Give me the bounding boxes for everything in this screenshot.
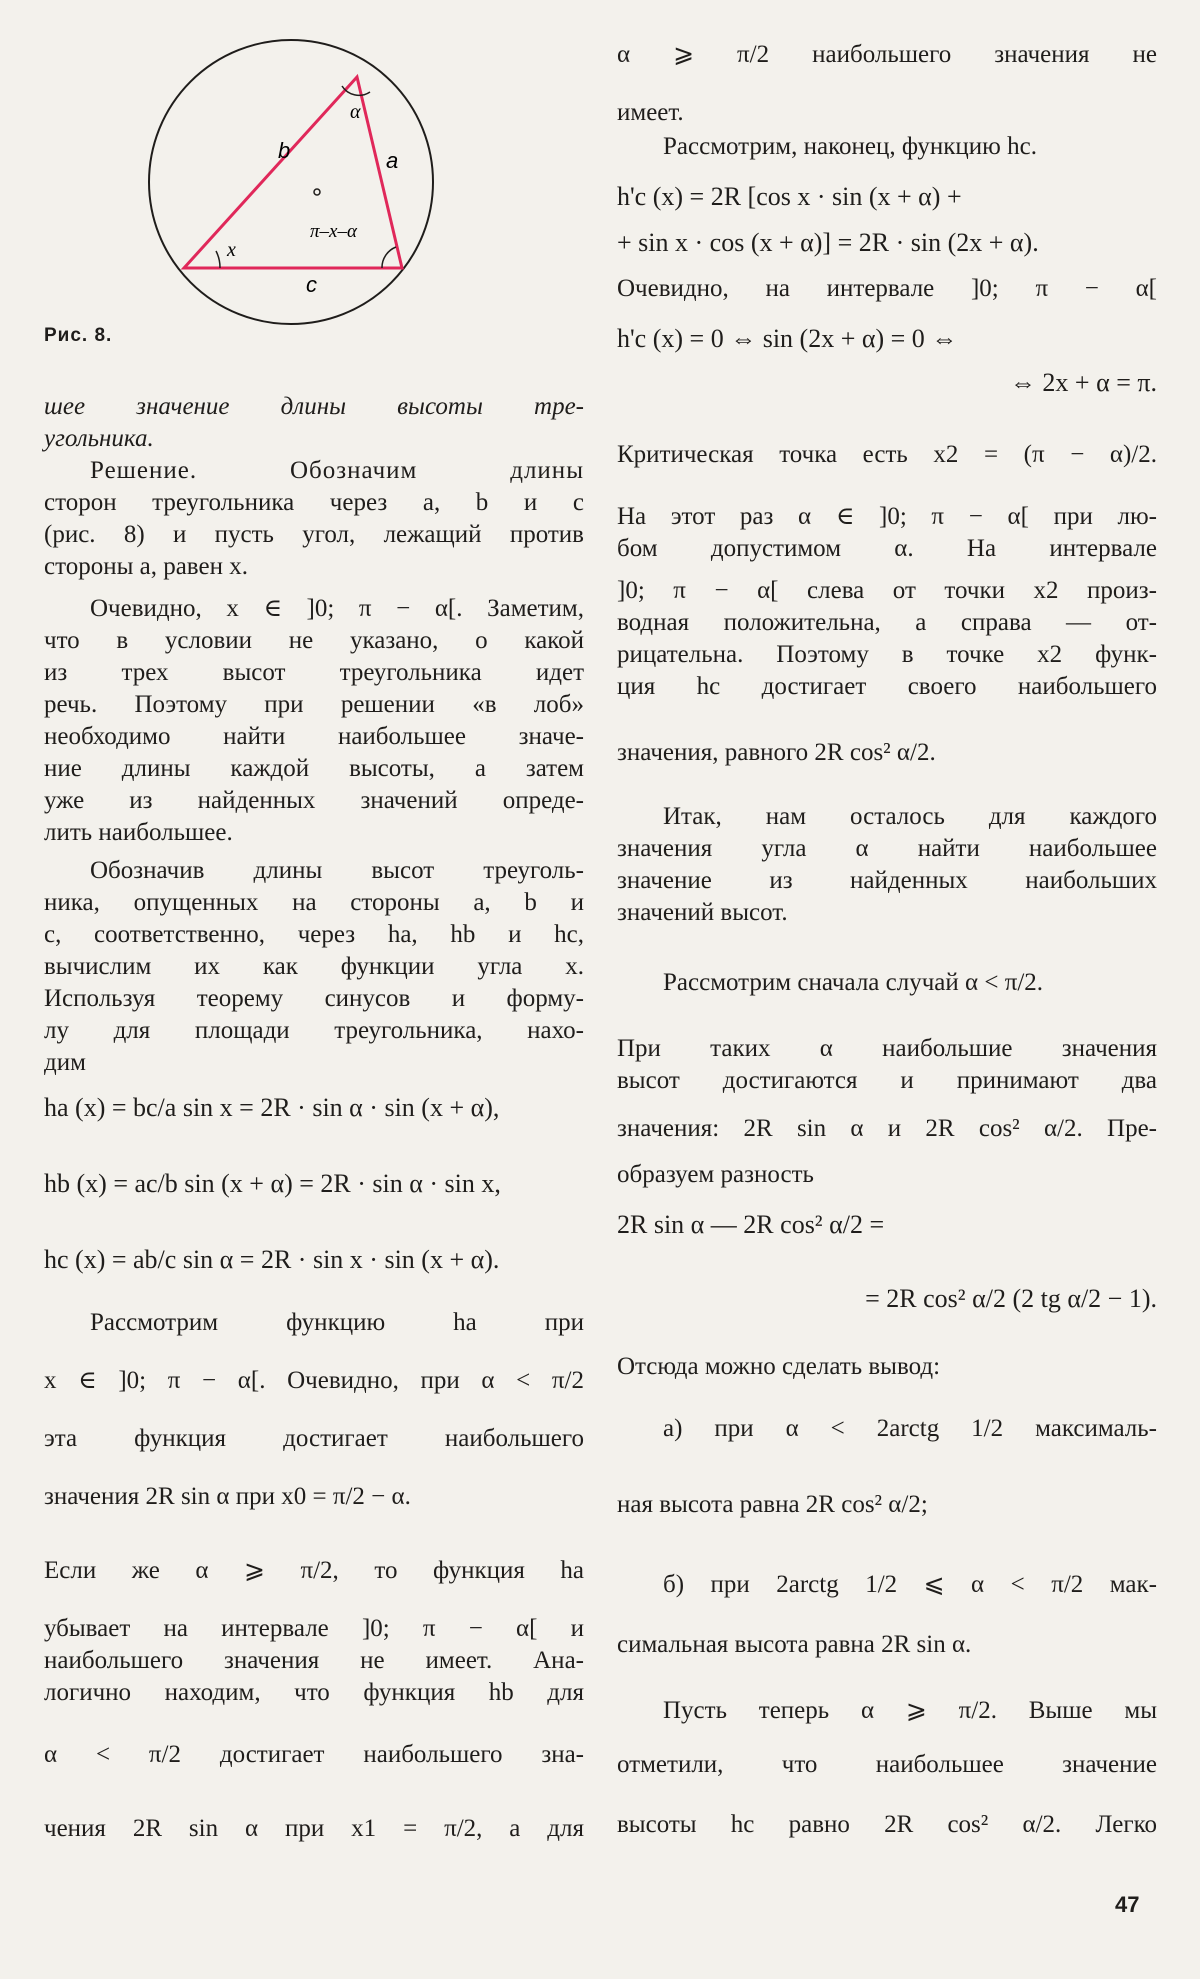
text-line: ние длины каждой высоты, а затем bbox=[44, 755, 584, 782]
text-line: вычислим их как функции угла x. bbox=[44, 953, 584, 980]
triangle-diagram bbox=[120, 24, 460, 339]
angle-third-arc bbox=[382, 247, 396, 268]
label-c: c bbox=[306, 272, 317, 297]
text-line: из трех высот треугольника идет bbox=[44, 659, 584, 686]
text-line: Отсюда можно сделать вывод: bbox=[617, 1353, 941, 1380]
text-line: лить наибольшее. bbox=[44, 819, 233, 846]
text-line: б) при 2arctg 1/2 ⩽ α < π/2 мак- bbox=[663, 1571, 1157, 1598]
text-line: (рис. 8) и пусть угол, лежащий против bbox=[44, 521, 584, 548]
text-line: x ∈ ]0; π − α[. Очевидно, при α < π/2 bbox=[44, 1367, 584, 1394]
figure-caption: Рис. 8. bbox=[44, 325, 113, 346]
text-line: Очевидно, на интервале ]0; π − α[ bbox=[617, 275, 1157, 302]
formula-line: 2R sin α — 2R cos² α/2 = bbox=[617, 1210, 885, 1239]
text-line: ]0; π − α[ слева от точки x2 произ- bbox=[617, 577, 1157, 604]
text-line: что в условии не указано, о какой bbox=[44, 627, 584, 654]
text-line: отметили, что наибольшее значение bbox=[617, 1751, 1157, 1778]
formula-line: h'c (x) = 2R [cos x · sin (x + α) + bbox=[617, 182, 962, 211]
text-line: бом допустимом α. На интервале bbox=[617, 535, 1157, 562]
text-line: дим bbox=[44, 1049, 86, 1076]
label-alpha: α bbox=[350, 101, 361, 123]
text-line: Если же α ⩾ π/2, то функция ha bbox=[44, 1557, 584, 1584]
formula-hc: hc (x) = ab/c sin α = 2R · sin x · sin (x + α). bbox=[44, 1245, 500, 1274]
text-line: рицательна. Поэтому в точке x2 функ- bbox=[617, 641, 1157, 668]
text-line: имеет. bbox=[617, 99, 684, 126]
triangle bbox=[184, 77, 402, 268]
text-line: высоты hc равно 2R cos² α/2. Легко bbox=[617, 1811, 1157, 1838]
text-line: речь. Поэтому при решении «в лоб» bbox=[44, 691, 584, 718]
formula-hb: hb (x) = ac/b sin (x + α) = 2R · sin α · sin x, bbox=[44, 1169, 501, 1198]
text-line: значения угла α найти наибольшее bbox=[617, 835, 1157, 862]
text-line: значения: 2R sin α и 2R cos² α/2. Пре- bbox=[617, 1115, 1157, 1142]
label-third-angle: π–x–α bbox=[310, 221, 357, 242]
text-line: значений высот. bbox=[617, 899, 788, 926]
text-line: наибольшего значения не имеет. Ана- bbox=[44, 1647, 584, 1674]
text-line: высот достигаются и принимают два bbox=[617, 1067, 1157, 1094]
text-line: c, соответственно, через ha, hb и hc, bbox=[44, 921, 584, 948]
page-number: 47 bbox=[1115, 1892, 1140, 1917]
text-line: убывает на интервале ]0; π − α[ и bbox=[44, 1615, 584, 1642]
text-line: значение из найденных наибольших bbox=[617, 867, 1157, 894]
text-line: Используя теорему синусов и форму- bbox=[44, 985, 584, 1012]
text-line: шее значение длины высоты тре- bbox=[44, 393, 584, 420]
text-line: угольника. bbox=[44, 425, 154, 452]
text-line: Рассмотрим функцию ha при bbox=[90, 1309, 584, 1336]
text-line: Обозначив длины высот треуголь- bbox=[90, 857, 584, 884]
text-line: ция hc достигает своего наибольшего bbox=[617, 673, 1157, 700]
formula-line: + sin x · cos (x + α)] = 2R · sin (2x + α). bbox=[617, 228, 1039, 257]
text-line: значения, равного 2R cos² α/2. bbox=[617, 739, 936, 766]
text-line: уже из найденных значений опреде- bbox=[44, 787, 584, 814]
angle-x-arc bbox=[216, 251, 220, 268]
formula-line: h'c (x) = 0 ⇔ sin (2x + α) = 0 ⇔ bbox=[617, 324, 958, 353]
formula-ha: ha (x) = bc/a sin x = 2R · sin α · sin (x + α), bbox=[44, 1093, 500, 1122]
circle-center bbox=[314, 189, 320, 195]
text-line: образуем разность bbox=[617, 1161, 814, 1188]
formula-line: = 2R cos² α/2 (2 tg α/2 − 1). bbox=[865, 1284, 1157, 1313]
text-line: симальная высота равна 2R sin α. bbox=[617, 1631, 972, 1658]
label-x: x bbox=[227, 239, 236, 261]
text-line: Очевидно, x ∈ ]0; π − α[. Заметим, bbox=[90, 595, 584, 622]
text-line: необходимо найти наибольшее значе- bbox=[44, 723, 584, 750]
label-b: b bbox=[278, 138, 291, 163]
text-line: Рассмотрим сначала случай α < π/2. bbox=[663, 969, 1044, 996]
figure-8 bbox=[120, 24, 460, 339]
text-line: Итак, нам осталось для каждого bbox=[663, 803, 1157, 830]
text-line: ная высота равна 2R cos² α/2; bbox=[617, 1491, 928, 1518]
text-line: α < π/2 достигает наибольшего зна- bbox=[44, 1741, 584, 1768]
text-line: На этот раз α ∈ ]0; π − α[ при лю- bbox=[617, 503, 1157, 530]
text-line: лу для площади треугольника, нахо- bbox=[44, 1017, 584, 1044]
text-line: эта функция достигает наибольшего bbox=[44, 1425, 584, 1452]
text-line: ника, опущенных на стороны a, b и bbox=[44, 889, 584, 916]
label-a: a bbox=[386, 148, 399, 173]
text-line: Пусть теперь α ⩾ π/2. Выше мы bbox=[663, 1697, 1157, 1724]
text-line: При таких α наибольшие значения bbox=[617, 1035, 1157, 1062]
text-line: стороны a, равен x. bbox=[44, 553, 248, 580]
text-line: Критическая точка есть x2 = (π − α)/2. bbox=[617, 441, 1157, 468]
text-line: а) при α < 2arctg 1/2 максималь- bbox=[663, 1415, 1157, 1442]
text-line: сторон треугольника через a, b и c bbox=[44, 489, 584, 516]
text-line: Рассмотрим, наконец, функцию hc. bbox=[663, 133, 1037, 160]
text-line: Решение. Обозначим длины bbox=[90, 457, 584, 484]
text-line: чения 2R sin α при x1 = π/2, а для bbox=[44, 1815, 584, 1842]
text-line: α ⩾ π/2 наибольшего значения не bbox=[617, 41, 1157, 68]
formula-line: ⇔ 2x + α = π. bbox=[1009, 368, 1157, 397]
text-line: значения 2R sin α при x0 = π/2 − α. bbox=[44, 1483, 411, 1510]
text-line: водная положительна, а справа — от- bbox=[617, 609, 1157, 636]
text-line: логично находим, что функция hb для bbox=[44, 1679, 584, 1706]
circumcircle bbox=[149, 40, 433, 324]
